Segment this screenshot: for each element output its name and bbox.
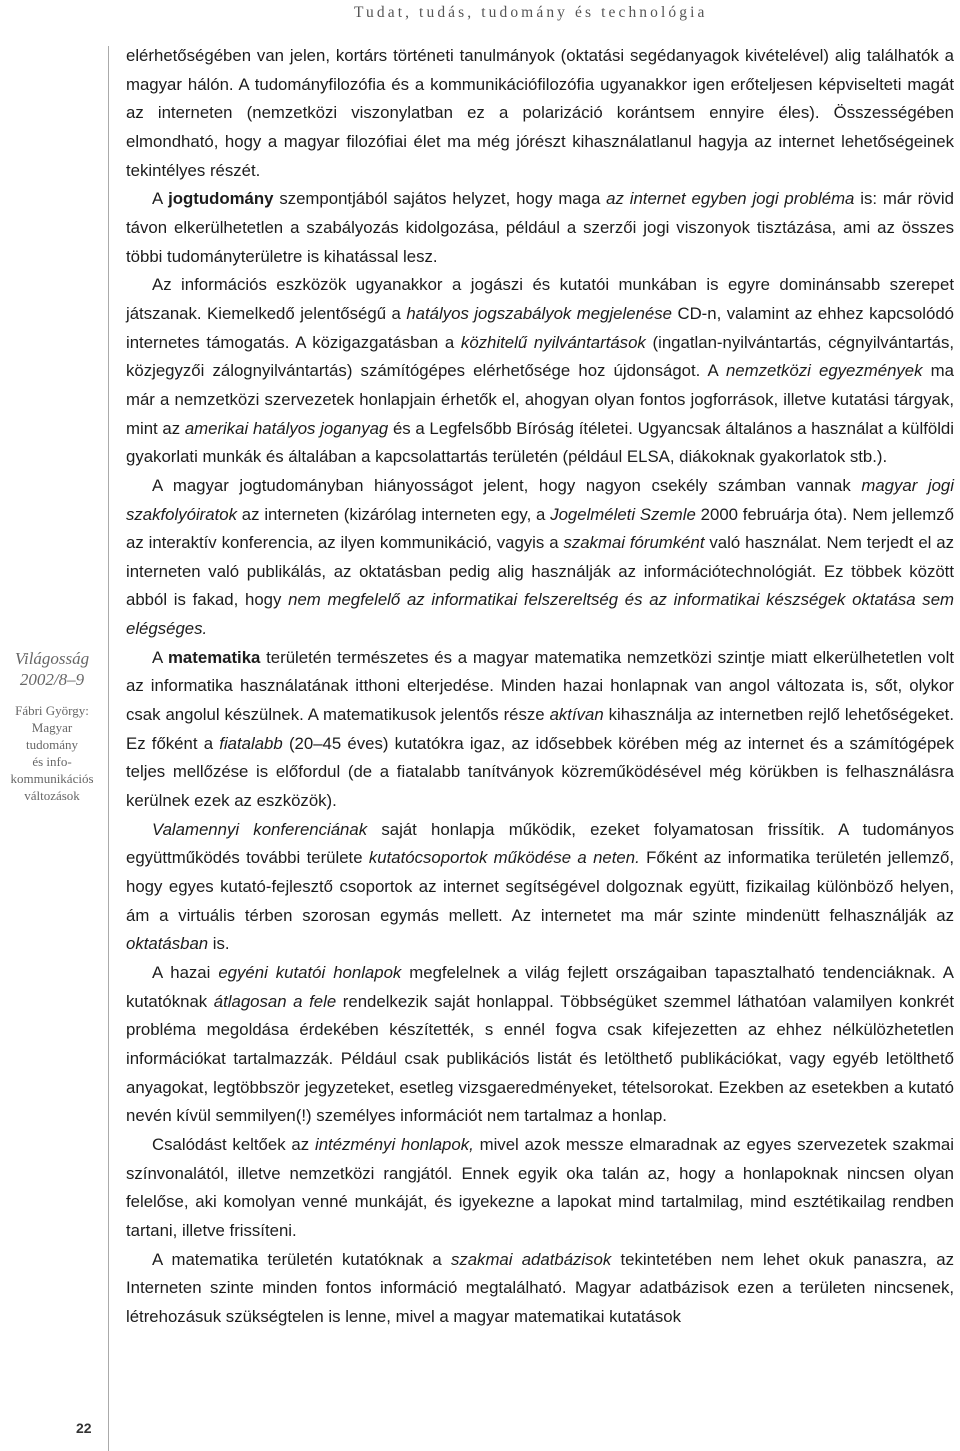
italic-emphasis: szakmai adatbázisok xyxy=(450,1249,612,1269)
bold-term: matematika xyxy=(168,647,261,667)
text-run: kihasználja az internetben rejlő lehetőségeket. Ez főként a xyxy=(126,705,954,753)
italic-emphasis: magyar jogi szakfolyóiratok xyxy=(126,475,954,524)
text-run: szempontjából sajátos helyzet, hogy maga xyxy=(273,189,607,209)
text-run: ma már a nemzetközi szervezetek honlapjain érhetők el, ahogyan olyan fontos jogforrások, illetve kutatási tárgyak, mint az xyxy=(126,361,954,438)
article-title-line: tudomány xyxy=(26,737,78,752)
text-run: 2000 februárja óta). Nem jellemző az interaktív konferencia, az ilyen kommunikáció, vagyis a xyxy=(126,504,954,553)
text-run: való használat. Nem terjedt el az interneten való publikálás, az oktatásban pedig alig használják az információtechnológiát. Ez többek között abból is fakad, hogy xyxy=(126,533,955,610)
running-header xyxy=(0,0,960,30)
text-run: is: már rövid távon elkerülhetetlen a szabályozás kidolgozása, például a szerzői jogi viszonyok tisztázása, ami az összes többi tudományterületre is kihatással lesz. xyxy=(126,189,954,266)
text-run: az interneten (kizárólag interneten egy, a xyxy=(237,504,551,524)
italic-emphasis: Jogelméleti Szemle xyxy=(550,504,696,524)
body-paragraph xyxy=(126,42,954,185)
text-run: saját honlapja működik, ezeket folyamatosan frissítik. A tudományos együttműködés további területe xyxy=(126,819,954,868)
margin-divider xyxy=(108,46,109,1451)
body-paragraph xyxy=(126,271,954,472)
text-run: Főként az informatika területén jellemző, hogy egyes kutató-fejlesztő csoportok az internet segítségével dolgoznak együtt, fizikailag különböző helyen, ám a virtuális térben szorosan egymás mellett. Az internetet ma már szinte mindenütt felhasználják az xyxy=(126,848,954,925)
body-paragraph xyxy=(126,959,954,1131)
article-title-line: változások xyxy=(24,788,80,803)
italic-emphasis: hatályos jogszabályok megjelenése xyxy=(406,303,672,323)
article-title-line: kommunikációs xyxy=(10,771,94,786)
article-author: Fábri György: xyxy=(15,703,89,718)
article-title-line: Magyar xyxy=(31,720,73,735)
text-run: rendelkezik saját honlappal. Többségüket szemmel láthatóan valamilyen konkrét probléma megoldása érdekében készítették, s ennél fogva csak kifejezetten az ehhez nélkülözhetetlen információkat tartalmazzák. Például csak publikációs listát és letölthető publikációkat, vagy egyéb letölthető anyagokat, legtöbbször jegyzeteket, esetleg vizsgaeredményeket, tételsorokat. Ezekben az esetekben a kutató nevén kívül semmilyen(!) személyes információt nem tartalmaz a honlap. xyxy=(126,991,955,1126)
italic-emphasis: közhitelű nyilvántartások xyxy=(460,332,646,352)
italic-emphasis: nem megfelelő az informatikai felszereltség és az informatikai készségek oktatása sem elégséges. xyxy=(126,590,955,639)
article-title-line: és info- xyxy=(32,754,72,769)
body-paragraph xyxy=(126,644,954,816)
body-paragraph xyxy=(126,816,954,959)
italic-emphasis: kutatócsoportok működése a neten. xyxy=(368,848,640,868)
sidebar-citation xyxy=(0,648,104,804)
text-run: A magyar jogtudományban hiányosságot jelent, hogy nagyon csekély számban vannak xyxy=(152,475,862,495)
text-run: (20–45 éves) kutatókra igaz, az idősebbek körében még az internet és a számítógépek teljes mellőzése is előfordul (de a fiatalabb tanítványok közreműködésével még körükben is felhasználásra kerülnek ezek az eszközök). xyxy=(126,733,954,811)
article-body xyxy=(126,42,954,1332)
text-run: területén természetes és a magyar matematika nemzetközi szintje miatt elkerülhetetlen volt az informatika használatának itthoni elterjedése. Minden hazai honlapnak van angol változata is, sőt, olykor csak angolul készülnek. A matematikusok jelentős része xyxy=(126,647,954,725)
italic-emphasis: aktívan xyxy=(549,705,604,725)
italic-emphasis: amerikai hatályos joganyag xyxy=(184,418,389,438)
journal-name: Világosság xyxy=(14,649,90,668)
text-run: Az információs eszközök ugyanakkor a jogászi és kutatói munkában is egyre dominánsabb szerepet játszanak. Kiemelkedő jelentőségű a xyxy=(126,275,954,323)
italic-emphasis: fiatalabb xyxy=(219,733,283,753)
italic-emphasis: egyéni kutatói honlapok xyxy=(218,963,402,982)
italic-emphasis: szakmai fórumként xyxy=(563,533,705,553)
running-header-title: Tudat, tudás, tudomány és technológia xyxy=(354,4,708,21)
italic-emphasis: átlagosan a fele xyxy=(213,991,337,1011)
text-run: elérhetőségében van jelen, kortárs történeti tanulmányok (oktatási segédanyagok kivételével) alig találhatók a magyar hálón. A tudományfilozófia és a kommunikációfilozófia ugyanakkor igen erőteljesen képviselteti magát az interneten (nemzetközi viszonylatban ez a polarizáció korántsem ennyire éles). Összességében elmondható, hogy a magyar filozófiai élet ma még jórészt kihasználatlanul hagyja az internet lehetőségeinek tekintélyes részét. xyxy=(126,46,954,180)
italic-emphasis: intézményi honlapok, xyxy=(314,1134,474,1154)
bold-term: jogtudomány xyxy=(168,189,274,209)
text-run: (ingatlan-nyilvántartás, cégnyilvántartás, közjegyzői zálognyilvántartás) számítógépes elérhetősége hoz újdonságot. A xyxy=(126,332,954,381)
text-run: tekintetében nem lehet okuk panaszra, az Interneten szinte minden fontos információ megtalálható. Magyar adatbázisok ezen a területen nincsenek, létrehozásuk szükségtelen is lenne, mivel a magyar matematikai kutatások xyxy=(126,1249,954,1326)
text-run: mivel azok messze elmaradnak az egyes szervezetek szakmai színvonalától, illetve nemzetközi rangjától. Ennek egyik oka talán az, hogy a honlapoknak nincsen olyan felelőse, aki komolyan venné munkáját, és igyekezne a lapokat mind tartalmilag, mind esztétikailag rendben tartani, illetve frissíteni. xyxy=(126,1134,954,1240)
body-paragraph xyxy=(126,1131,954,1246)
body-paragraph xyxy=(126,472,954,644)
text-run: Csalódást keltőek az xyxy=(152,1134,315,1154)
italic-emphasis: oktatásban xyxy=(126,934,209,954)
text-run: megfelelnek a világ fejlett országaiban tapasztalható tendenciáknak. A kutatóknak xyxy=(126,963,954,1011)
journal-issue: 2002/8–9 xyxy=(19,670,85,689)
italic-emphasis: nemzetközi egyezmények xyxy=(725,361,923,381)
text-run: CD-n, valamint az ehhez kapcsolódó internetes támogatás. A közigazgatásban a xyxy=(126,303,954,352)
body-paragraph xyxy=(126,1246,954,1332)
text-run: A matematika területén kutatóknak a xyxy=(152,1249,451,1269)
text-run: A hazai xyxy=(152,963,219,982)
body-paragraph xyxy=(126,185,954,271)
text-run: és a Legfelsőbb Bíróság ítéletei. Ugyancsak általános a használat a külföldi gyakorlati munkák és általában a kapcsolattartás területén (például ELSA, diákoknak gyakorlatok stb.). xyxy=(126,418,954,467)
text-run: A xyxy=(152,189,169,209)
text-run: is. xyxy=(208,934,230,954)
text-run: A xyxy=(152,647,169,667)
italic-emphasis: Valamennyi konferenciának xyxy=(152,819,368,839)
italic-emphasis: az internet egyben jogi probléma xyxy=(606,189,855,209)
page-number: 22 xyxy=(76,1420,92,1436)
